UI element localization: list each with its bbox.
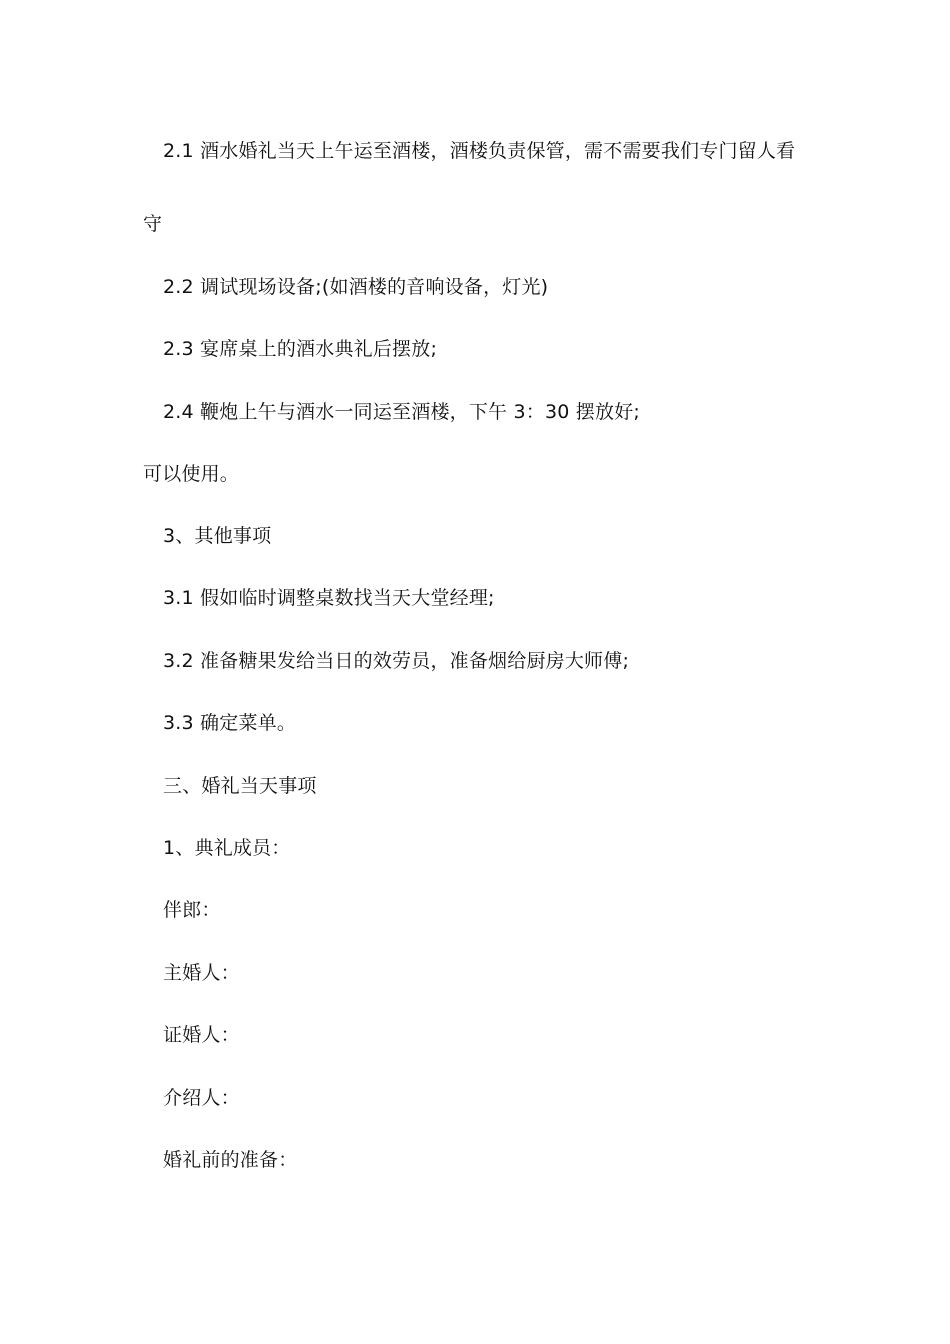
- section-wedding-day: 三、婚礼当天事项: [163, 775, 317, 797]
- paragraph-2-3: 2.3 宴席桌上的酒水典礼后摆放;: [163, 338, 438, 360]
- field-witness: 证婚人：: [163, 1024, 240, 1046]
- section-other-matters: 3、其他事项: [163, 525, 272, 547]
- paragraph-3-3: 3.3 确定菜单。: [163, 712, 297, 734]
- paragraph-2-2: 2.2 调试现场设备;(如酒楼的音响设备，灯光): [163, 276, 549, 298]
- paragraph-2-1-continued: 守: [143, 213, 163, 235]
- paragraph-usable: 可以使用。: [143, 463, 240, 485]
- paragraph-3-1: 3.1 假如临时调整桌数找当天大堂经理;: [163, 587, 495, 609]
- paragraph-2-4: 2.4 鞭炮上午与酒水一同运至酒楼，下午 3：30 摆放好;: [163, 401, 641, 423]
- paragraph-2-1: 2.1 酒水婚礼当天上午运至酒楼，酒楼负责保管，需不需要我们专门留人看: [163, 140, 796, 162]
- subsection-ceremony-members: 1、典礼成员：: [163, 837, 291, 859]
- paragraph-3-2: 3.2 准备糖果发给当日的效劳员，准备烟给厨房大师傅;: [163, 650, 630, 672]
- field-officiant: 主婚人：: [163, 962, 240, 984]
- field-pre-wedding-prep: 婚礼前的准备：: [163, 1149, 298, 1171]
- field-best-man: 伴郎：: [163, 899, 221, 921]
- field-introducer: 介绍人：: [163, 1087, 240, 1109]
